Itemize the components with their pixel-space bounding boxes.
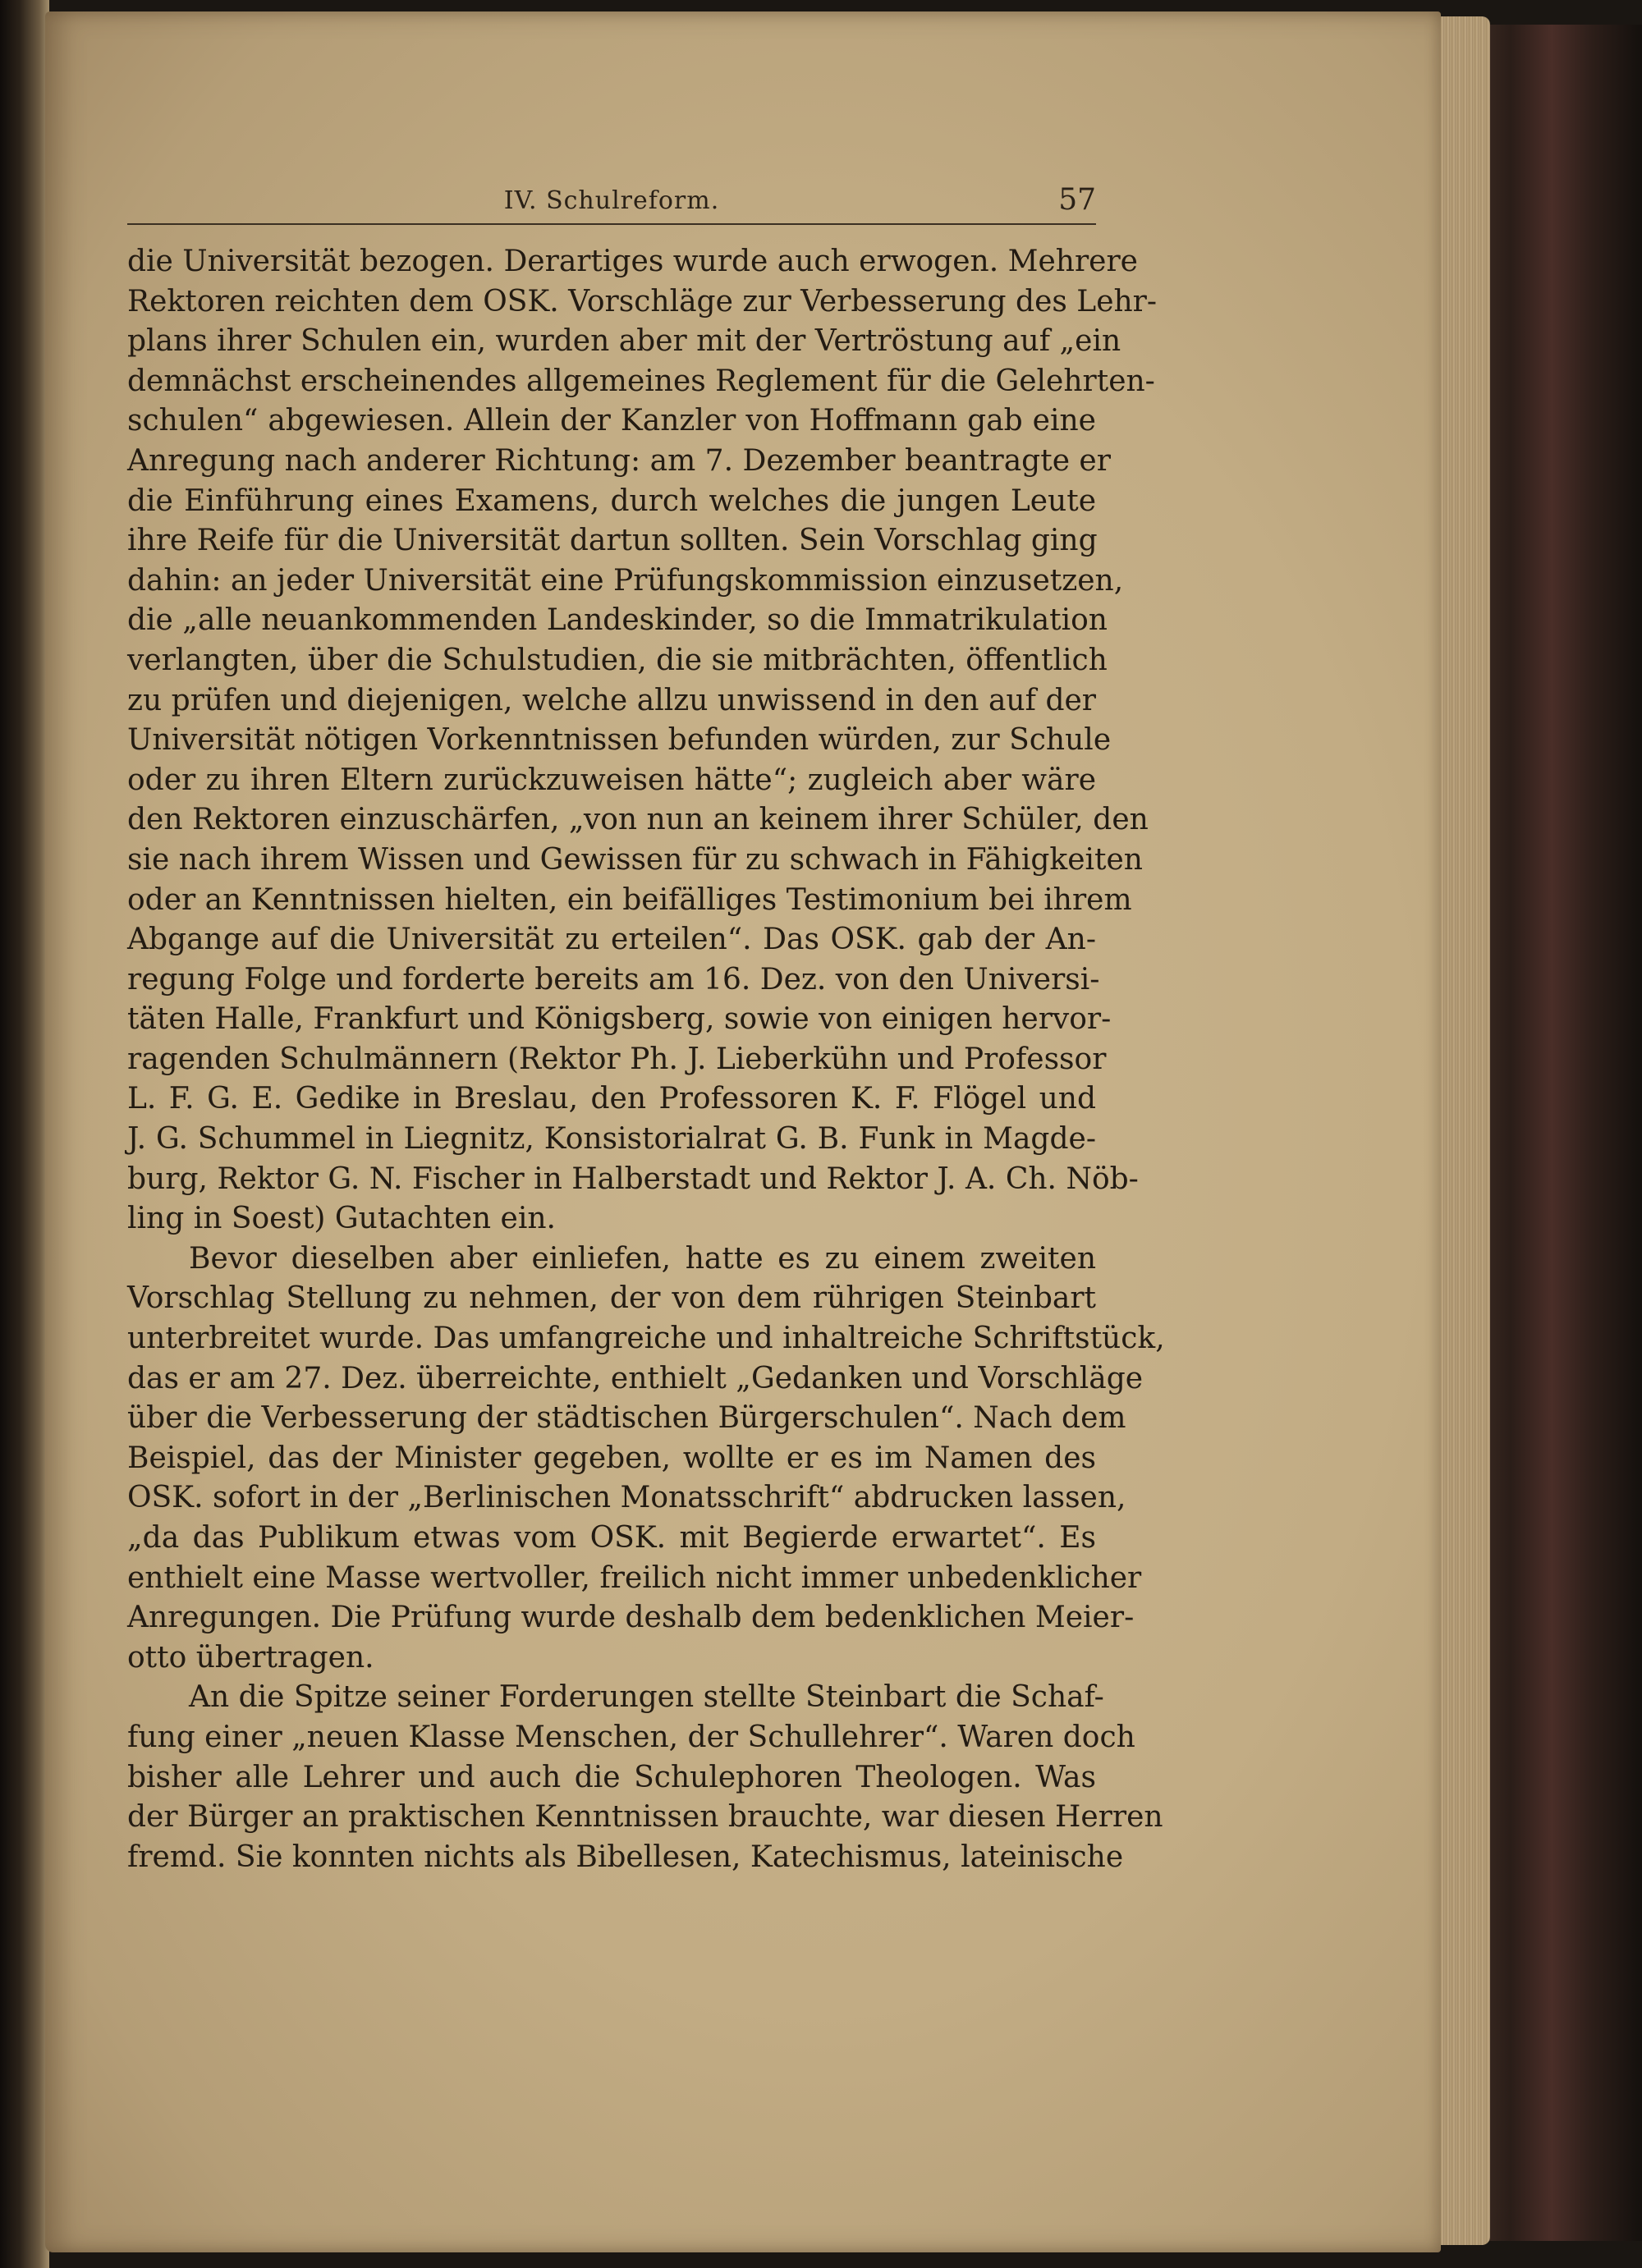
- left-spine: [0, 0, 49, 2268]
- text-line: täten Halle, Frankfurt und Königsberg, sowie von einigen hervor-: [127, 1002, 1112, 1037]
- text-line: Rektoren reichten dem OSK. Vorschläge zur Verbesserung des Lehr-: [127, 284, 1158, 318]
- text-line: oder zu ihren Eltern zurückzuweisen hätte“; zugleich aber wäre: [127, 763, 1096, 797]
- text-line: schulen“ abgewiesen. Allein der Kanzler von Hoffmann gab eine: [127, 404, 1096, 438]
- text-line: An die Spitze seiner Forderungen stellte Steinbart die Schaf-: [189, 1680, 1104, 1715]
- text-line: „da das Publikum etwas vom OSK. mit Begierde erwartet“. Es: [127, 1521, 1096, 1555]
- text-line: das er am 27. Dez. überreichte, enthielt „Gedanken und Vorschläge: [127, 1361, 1144, 1395]
- text-line: der Bürger an praktischen Kenntnissen brauchte, war diesen Herren: [127, 1800, 1163, 1835]
- book-cover-edge: [1478, 25, 1642, 2241]
- text-line: demnächst erscheinendes allgemeines Reglement für die Gelehrten-: [127, 364, 1155, 398]
- text-line: plans ihrer Schulen ein, wurden aber mit der Vertröstung auf „ein: [127, 324, 1121, 359]
- text-line: die Einführung eines Examens, durch welches die jungen Leute: [127, 483, 1096, 518]
- text-line: ihre Reife für die Universität dartun sollten. Sein Vorschlag ging: [127, 524, 1098, 558]
- text-line: verlangten, über die Schulstudien, die sie mitbrächten, öffentlich: [127, 643, 1108, 677]
- text-line: zu prüfen und diejenigen, welche allzu unwissend in den auf der: [127, 683, 1096, 717]
- text-line: über die Verbesserung der städtischen Bürgerschulen“. Nach dem: [127, 1401, 1126, 1436]
- running-title: IV. Schulreform.: [503, 186, 720, 215]
- text-line: regung Folge und forderte bereits am 16. Dez. von den Universi-: [127, 962, 1100, 997]
- text-line: die Universität bezogen. Derartiges wurde auch erwogen. Mehrere: [127, 245, 1138, 278]
- paragraph: [127, 1678, 1163, 1877]
- text-line: Anregungen. Die Prüfung wurde deshalb dem bedenklichen Meier-: [127, 1601, 1135, 1635]
- text-line: bisher alle Lehrer und auch die Schulephoren Theologen. Was: [127, 1760, 1096, 1794]
- text-line: oder an Kenntnissen hielten, ein beifälliges Testimonium bei ihrem: [127, 882, 1132, 917]
- paragraph: [127, 1239, 1165, 1679]
- text-line: enthielt eine Masse wertvoller, freilich nicht immer unbedenklicher: [127, 1560, 1142, 1595]
- text-line: sie nach ihrem Wissen und Gewissen für zu schwach in Fähigkeiten: [127, 842, 1143, 877]
- text-line: OSK. sofort in der „Berlinischen Monatsschrift“ abdrucken lassen,: [127, 1481, 1126, 1515]
- text-line: den Rektoren einzuschärfen, „von nun an keinem ihrer Schüler, den: [127, 803, 1149, 837]
- header-rule: [127, 223, 1096, 225]
- text-line: Abgange auf die Universität zu erteilen“. Das OSK. gab der An-: [127, 923, 1096, 957]
- text-line: J. G. Schummel in Liegnitz, Konsistorialrat G. B. Funk in Magde-: [127, 1122, 1096, 1157]
- text-line: L. F. G. E. Gedike in Breslau, den Professoren K. F. Flögel und: [127, 1082, 1096, 1116]
- text-line: Vorschlag Stellung zu nehmen, der von dem rührigen Steinbart: [127, 1281, 1096, 1316]
- text-line: unterbreitet wurde. Das umfangreiche und inhaltreiche Schriftstück,: [127, 1322, 1165, 1356]
- page-number: 57: [1058, 183, 1096, 217]
- body-text: [127, 242, 1165, 1877]
- text-line: fremd. Sie konnten nichts als Bibellesen, Katechismus, lateinische: [127, 1840, 1124, 1874]
- text-line: ling in Soest) Gutachten ein.: [127, 1202, 556, 1236]
- text-line: dahin: an jeder Universität eine Prüfungskommission einzusetzen,: [127, 563, 1124, 598]
- text-line: otto übertragen.: [127, 1640, 374, 1675]
- text-line: fung einer „neuen Klasse Menschen, der Schullehrer“. Waren doch: [127, 1720, 1135, 1754]
- page-header: [127, 176, 1096, 226]
- text-line: burg, Rektor G. N. Fischer in Halberstadt und Rektor J. A. Ch. Nöb-: [127, 1161, 1139, 1196]
- paragraph: [127, 242, 1158, 1239]
- text-line: Universität nötigen Vorkenntnissen befunden würden, zur Schule: [127, 723, 1112, 758]
- text-line: die „alle neuankommenden Landeskinder, so die Immatrikulation: [127, 603, 1108, 638]
- page-edges: [1433, 16, 1490, 2245]
- text-line: Anregung nach anderer Richtung: am 7. Dezember beantragte er: [127, 443, 1111, 478]
- text-line: Beispiel, das der Minister gegeben, wollte er es im Namen des: [127, 1441, 1096, 1475]
- text-line: Bevor dieselben aber einliefen, hatte es zu einem zweiten: [189, 1241, 1096, 1276]
- text-line: ragenden Schulmännern (Rektor Ph. J. Lieberkühn und Professor: [127, 1042, 1107, 1076]
